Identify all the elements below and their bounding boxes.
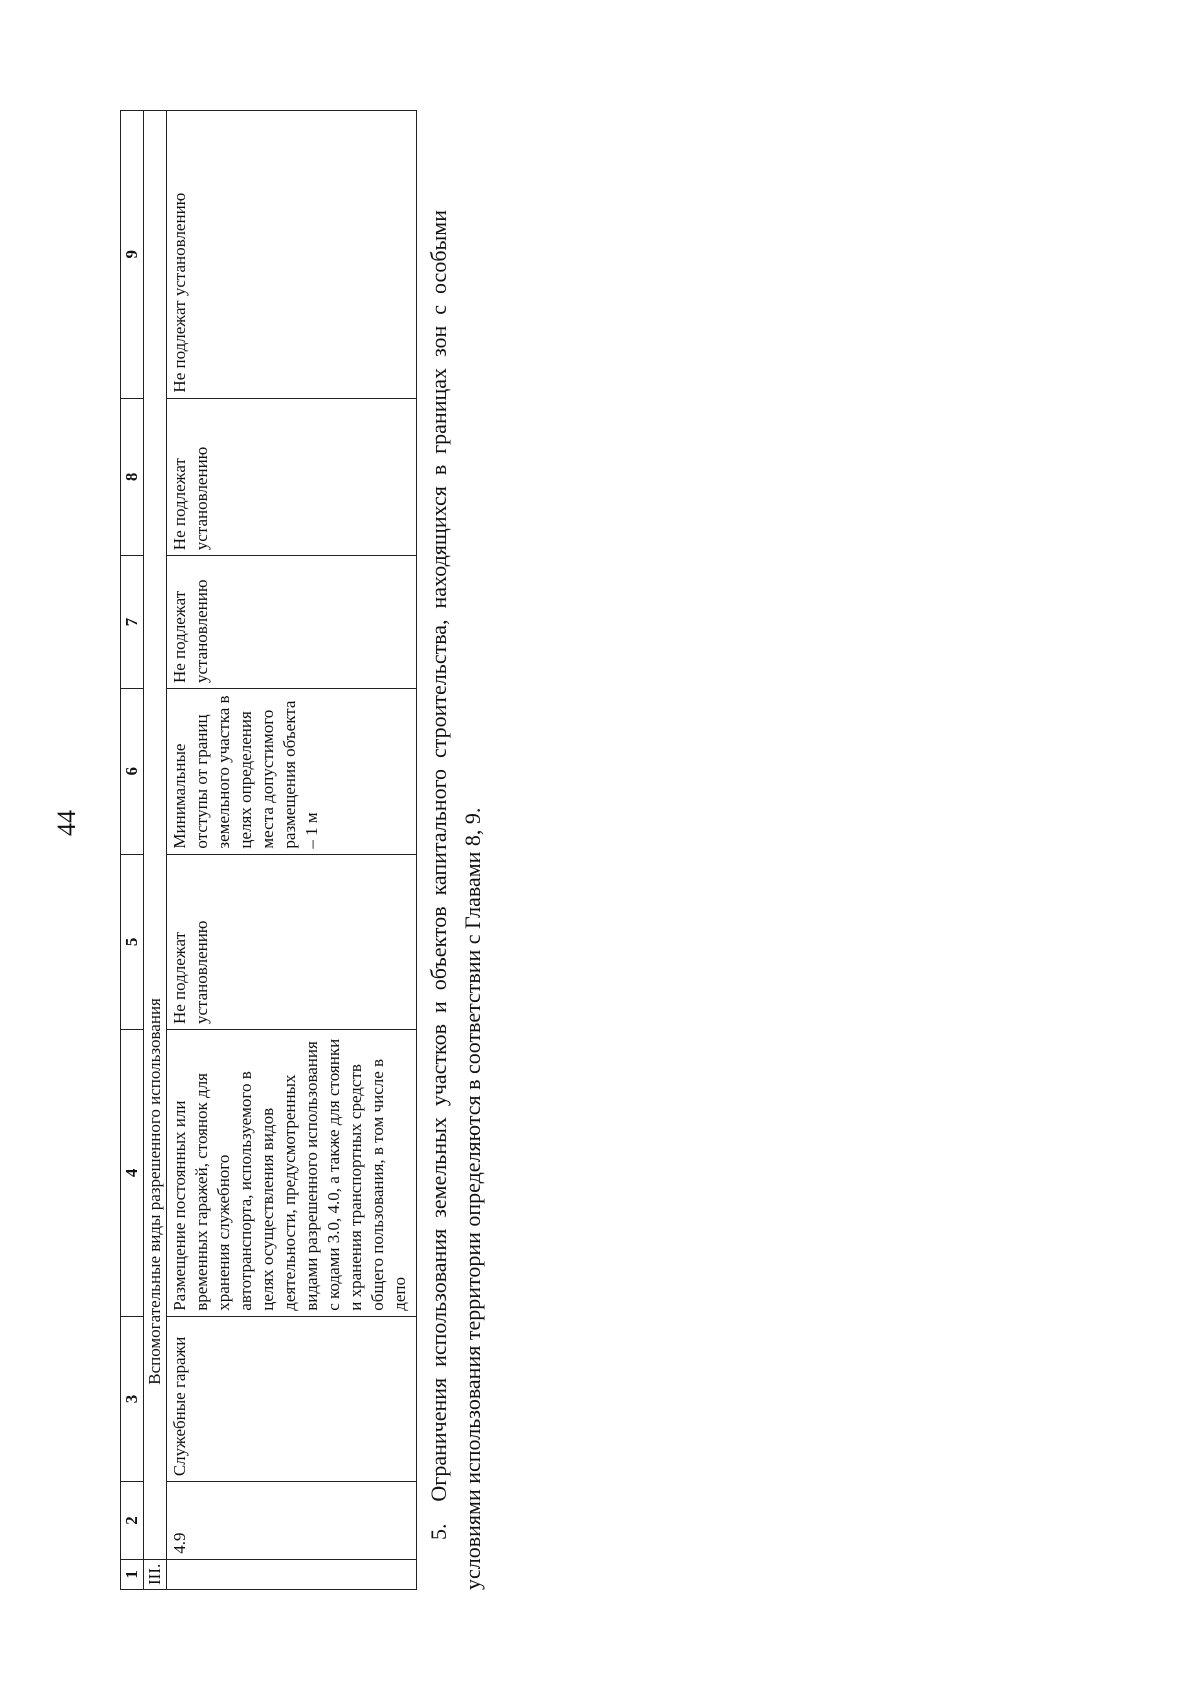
cell-name: Служебные гаражи [167, 1316, 417, 1481]
cell-code: 4.9 [167, 1482, 417, 1560]
cell-col7: Не подлежат установлению [167, 556, 417, 689]
column-number: 6 [121, 689, 144, 855]
section-row [144, 111, 167, 1590]
cell-col6: Минимальные отступы от границ земельного участка в целях определения места допустимого размещения объекта – 1 м [167, 689, 417, 855]
column-number: 5 [121, 854, 144, 1029]
column-number: 9 [121, 111, 144, 399]
section-title-cell [144, 111, 167, 1560]
column-number: 1 [121, 1559, 144, 1589]
cell-col8: Не подлежат установлению [167, 398, 417, 556]
note-number: 5. [426, 1523, 451, 1540]
cell-description: Размещение постоянных или временных гаражей, стоянок для хранения служебного автотранспорта, используемого в целях осуществления видов деятельности, предусмотренных видами разрешенного использования с кодами 3.0, 4.0, а также для стоянки и хранения транспортных средств общего пользования, в том числе в депо [167, 1030, 417, 1317]
cell-col5: Не подлежат установлению [167, 854, 417, 1029]
rotated-page-content [120, 110, 490, 1590]
column-number-row [121, 111, 144, 1590]
column-number: 4 [121, 1030, 144, 1317]
regulations-table [120, 110, 417, 1590]
column-number: 8 [121, 398, 144, 556]
cell-col1 [167, 1559, 417, 1589]
cell-col9: Не подлежат установлению [167, 111, 417, 399]
table-row [167, 111, 417, 1590]
column-number: 3 [121, 1316, 144, 1481]
page-number: 44 [52, 810, 81, 836]
note-text: Ограничения использования земельных участков и объектов капитального строительства, находящихся в границах зон с особыми условиями использования территории определяются в соответствии с Главами 8, 9. [426, 210, 485, 1590]
column-number: 7 [121, 556, 144, 689]
section-number: III. [144, 1559, 167, 1589]
note-paragraph [422, 210, 490, 1590]
column-number: 2 [121, 1482, 144, 1560]
section-title: Вспомогательные виды разрешенного использования [145, 998, 164, 1385]
